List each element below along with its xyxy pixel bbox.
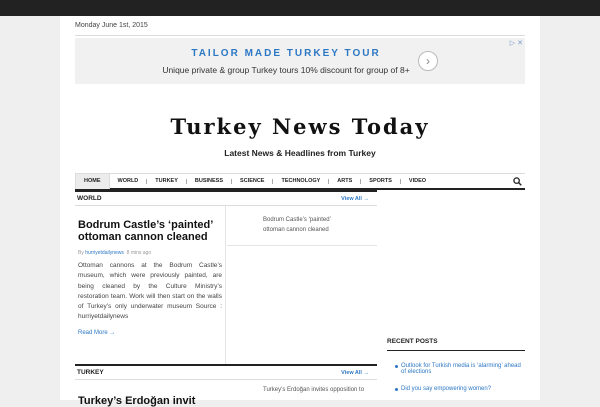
nav-item-home[interactable]: HOME xyxy=(75,174,110,189)
world-section xyxy=(75,190,377,366)
ad-choices-icon[interactable]: ▷ ✕ xyxy=(509,40,523,47)
nav-item-world[interactable]: WORLD xyxy=(117,177,139,184)
page-container xyxy=(60,16,540,407)
recent-posts-widget xyxy=(387,338,525,403)
site-tagline: Latest News & Headlines from Turkey xyxy=(224,148,376,158)
ad-subtitle[interactable]: Unique private & group Turkey tours 10% discount for group of 8+ xyxy=(162,65,410,75)
view-all-link[interactable]: View All → xyxy=(341,370,369,376)
side-post xyxy=(227,387,377,393)
section-header xyxy=(75,364,377,380)
read-more-link[interactable]: Read More → xyxy=(78,329,116,336)
recent-posts-list xyxy=(387,363,525,392)
widget-title: RECENT POSTS xyxy=(387,338,525,351)
top-bar xyxy=(0,0,600,16)
post-meta-by: By xyxy=(78,250,86,256)
ad-banner[interactable] xyxy=(75,38,525,84)
view-all-link[interactable]: View All → xyxy=(341,196,369,202)
main-nav xyxy=(75,173,525,190)
site-logo[interactable]: Turkey News Today xyxy=(170,114,430,139)
post-author[interactable]: hurriyetdailynews xyxy=(85,250,124,256)
post-excerpt: Ottoman cannons at the Bodrum Castle’s museum, which were previously painted, are being cleaned by the Culture Ministry’s restoration team. Work will then start on the walls of Turkey’s only underwater museum Source : hurriyetdailynews xyxy=(78,262,222,321)
section-title[interactable]: WORLD xyxy=(77,195,102,202)
featured-post xyxy=(75,206,226,366)
post-meta xyxy=(78,250,222,256)
side-post xyxy=(227,206,377,246)
nav-item-sports[interactable]: SPORTS xyxy=(369,177,392,184)
section-header xyxy=(75,190,377,206)
nav-item-video[interactable]: VIDEO xyxy=(408,177,427,184)
search-icon[interactable] xyxy=(513,177,522,186)
side-post-title[interactable]: Turkey’s Erdoğan invites opposition to xyxy=(263,387,365,393)
post-title[interactable]: Turkey’s Erdoğan invit xyxy=(78,395,196,407)
ad-title[interactable]: TAILOR MADE TURKEY TOUR xyxy=(191,48,381,59)
nav-item-technology[interactable]: TECHNOLOGY xyxy=(281,177,321,184)
nav-item-business[interactable]: BUSINESS xyxy=(194,177,224,184)
side-post-title[interactable]: Bodrum Castle’s ‘painted’ ottoman cannon cleaned xyxy=(263,217,331,233)
recent-post-item[interactable]: Did you say empowering women? xyxy=(387,386,525,392)
post-title[interactable]: Bodrum Castle’s ‘painted’ ottoman cannon cleaned xyxy=(78,219,213,243)
nav-item-arts[interactable]: ARTS xyxy=(337,177,353,184)
nav-item-science[interactable]: SCIENCE xyxy=(240,177,265,184)
date-display: Monday June 1st, 2015 xyxy=(75,16,525,36)
chevron-right-icon[interactable]: › xyxy=(418,51,438,71)
section-title[interactable]: TURKEY xyxy=(77,369,104,376)
turkey-section xyxy=(75,364,377,407)
nav-item-turkey[interactable]: TURKEY xyxy=(155,177,178,184)
recent-post-item[interactable]: Outlook for Turkish media is ‘alarming’ ahead of elections xyxy=(387,363,525,375)
post-time: 8 mins ago xyxy=(126,250,152,256)
